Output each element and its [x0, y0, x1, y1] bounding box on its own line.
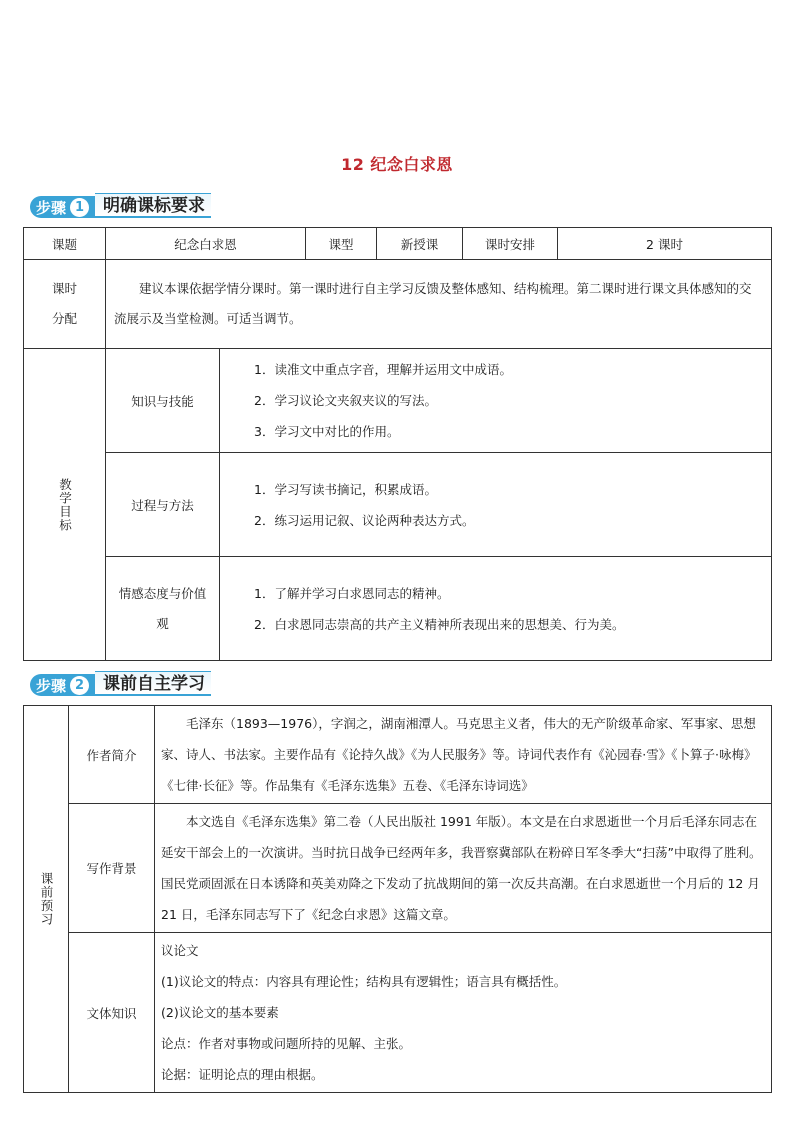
genre-line: (2)议论文的基本要素: [161, 1005, 279, 1020]
goal-item: 2．白求恩同志崇高的共产主义精神所表现出来的思想美、行为美。: [254, 616, 625, 632]
genre-row: [24, 933, 772, 1093]
header-type-label: 课型: [306, 228, 377, 260]
step-1-number: 1: [70, 198, 89, 217]
header-course-value: 纪念白求恩: [106, 228, 306, 260]
goals-label-cell: [24, 349, 106, 661]
goal-name-attitude: [106, 557, 220, 661]
genre-text: [155, 933, 772, 1093]
course-info-table: [23, 227, 772, 661]
goal-row-3: [24, 557, 772, 661]
period-text: 建议本课依据学情分课时。第一课时进行自主学习反馈及整体感知、结构梳理。第二课时进行课文具体感知的交流展示及当堂检测。可适当调节。: [106, 260, 772, 349]
period-label-line1: 课时: [51, 281, 77, 296]
preview-label: 课前预习: [39, 872, 54, 926]
goal-item: 2．学习议论文夹叙夹议的写法。: [254, 393, 437, 408]
goal-item: 1．了解并学习白求恩同志的精神。: [254, 585, 450, 601]
goal-item: 1．学习写读书摘记，积累成语。: [254, 481, 437, 497]
goal-name-process: 过程与方法: [106, 453, 220, 557]
header-type-value: 新授课: [377, 228, 463, 260]
period-row: [24, 260, 772, 349]
goal-item: 3．学习文中对比的作用。: [254, 424, 400, 439]
genre-line: 论点：作者对事物或问题所持的见解、主张。: [161, 1036, 412, 1051]
course-header-row: [24, 228, 772, 260]
header-schedule-label: 课时安排: [463, 228, 558, 260]
goal-items-knowledge: [220, 349, 772, 453]
goals-label: 教学目标: [57, 477, 73, 532]
genre-line: (1)议论文的特点：内容具有理论性；结构具有逻辑性；语言具有概括性。: [161, 974, 567, 989]
goal-items-process: [220, 453, 772, 557]
step-1-prefix: 步骤: [36, 198, 67, 217]
header-course-label: 课题: [24, 228, 106, 260]
step-1-banner: [30, 193, 211, 218]
step-2-prefix: 步骤: [36, 676, 67, 695]
header-schedule-value: 2 课时: [558, 228, 772, 260]
step-2-pill: [30, 674, 95, 696]
goal-name-attitude-line2: 观: [156, 615, 169, 631]
period-label-line2: 分配: [51, 311, 77, 326]
goal-name-knowledge: 知识与技能: [106, 349, 220, 453]
author-label: 作者简介: [69, 706, 155, 804]
background-label: 写作背景: [69, 804, 155, 933]
goal-row-1: [24, 349, 772, 453]
step-2-number: 2: [70, 676, 89, 695]
page-title: 12 纪念白求恩: [341, 155, 453, 174]
author-row: [24, 706, 772, 804]
genre-label: 文体知识: [69, 933, 155, 1093]
author-text: 毛泽东（1893—1976），字润之，湖南湘潭人。马克思主义者，伟大的无产阶级革命家、军事家、思想家、诗人、书法家。主要作品有《论持久战》《为人民服务》等。诗词代表作有《沁园春·雪》《卜算子·咏梅》《七律·长征》等。作品集有《毛泽东选集》五卷、《毛泽东诗词选》: [155, 706, 772, 804]
goal-item: 1．读准文中重点字音，理解并运用文中成语。: [254, 362, 512, 377]
period-label: [24, 260, 106, 349]
background-text: 本文选自《毛泽东选集》第二卷（人民出版社 1991 年版）。本文是在白求恩逝世一个月后毛泽东同志在延安干部会上的一次演讲。当时抗日战争已经两年多，我晋察冀部队在粉碎日军冬季大“扫荡”中取得了胜利。国民党顽固派在日本诱降和英美劝降之下发动了抗战期间的第一次反共高潮。在白求恩逝世一个月后的 12 月 21 日，毛泽东同志写下了《纪念白求恩》这篇文章。: [155, 804, 772, 933]
goal-items-attitude: [220, 557, 772, 661]
genre-line: 论据：证明论点的理由根据。: [161, 1067, 324, 1082]
preview-table: [23, 705, 772, 1093]
goal-row-2: [24, 453, 772, 557]
step-2-banner: [30, 671, 211, 696]
background-row: [24, 804, 772, 933]
step-2-label: 课前自主学习: [95, 671, 211, 696]
step-1-label: 明确课标要求: [95, 193, 211, 218]
goal-item: 2．练习运用记叙、议论两种表达方式。: [254, 512, 475, 528]
step-1-pill: [30, 196, 95, 218]
goal-name-attitude-line1: 情感态度与价值: [118, 585, 207, 601]
preview-label-cell: [24, 706, 69, 1093]
genre-line: 议论文: [161, 943, 199, 958]
